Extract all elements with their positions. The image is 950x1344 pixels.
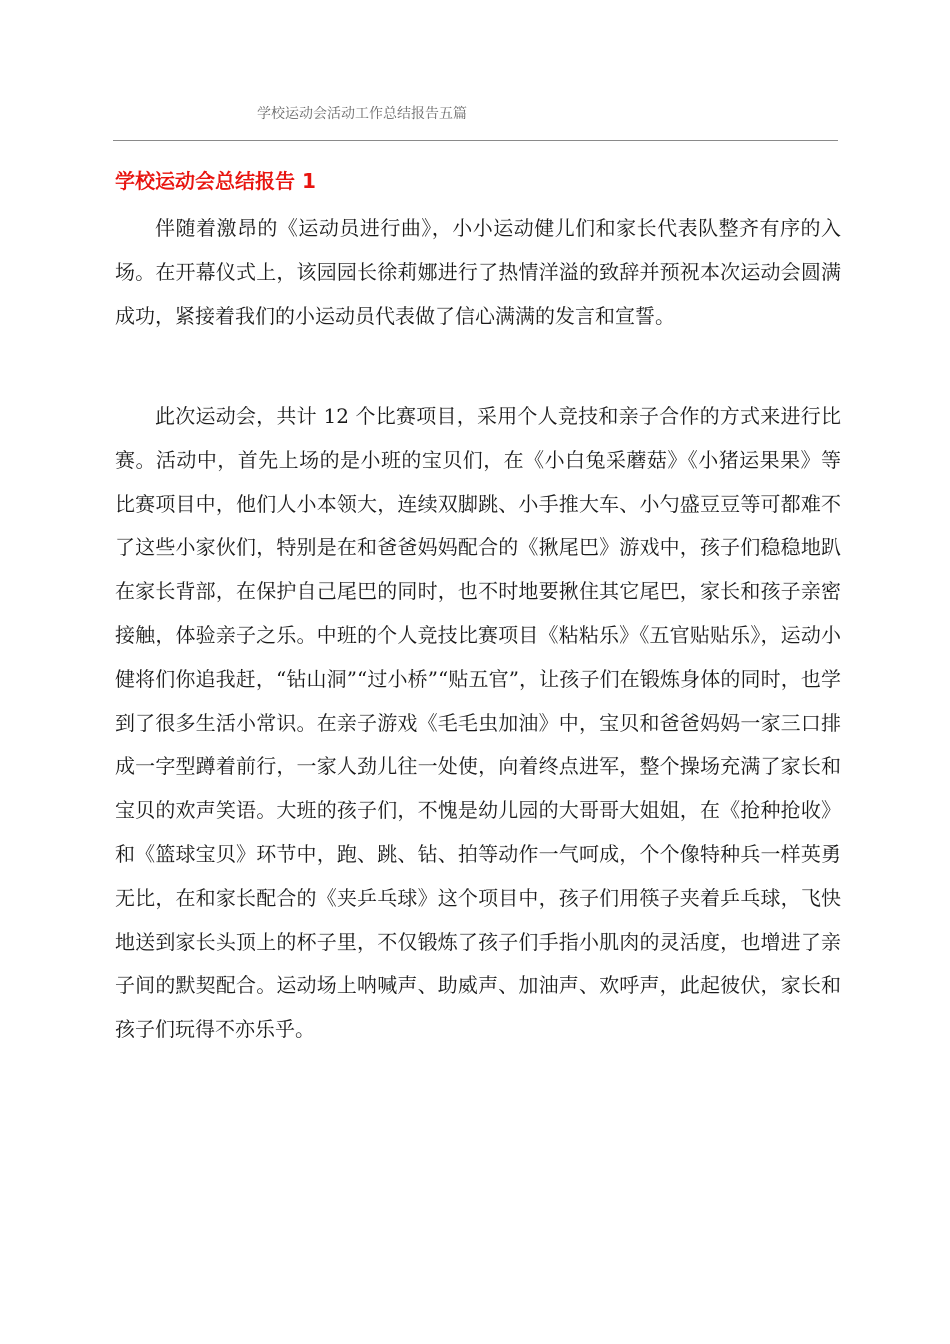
header-divider: [113, 140, 838, 141]
running-header: 学校运动会活动工作总结报告五篇: [257, 106, 467, 122]
section-title: 学校运动会总结报告 1: [115, 169, 316, 193]
body-paragraph-1: 伴随着激昂的《运动员进行曲》，小小运动健儿们和家长代表队整齐有序的入场。在开幕仪式上，该园园长徐莉娜进行了热情洋溢的致辞并预祝本次运动会圆满成功，紧接着我们的小运动员代表做了信心满满的发言和宣誓。: [115, 216, 841, 328]
body-paragraph-2: 此次运动会，共计 12 个比赛项目，采用个人竞技和亲子合作的方式来进行比赛。活动中，首先上场的是小班的宝贝们，在《小白兔采蘑菇》《小猪运果果》等比赛项目中，他们人小本领大，连续双脚跳、小手推大车、小勺盛豆豆等可都难不了这些小家伙们，特别是在和爸爸妈妈配合的《揪尾巴》游戏中，孩子们稳稳地趴在家长背部，在保护自己尾巴的同时，也不时地要揪住其它尾巴，家长和孩子亲密接触，体验亲子之乐。中班的个人竞技比赛项目《粘粘乐》《五官贴贴乐》，运动小健将们你追我赶，“钻山洞”“过小桥”“贴五官”，让孩子们在锻炼身体的同时，也学到了很多生活小常识。在亲子游戏《毛毛虫加油》中，宝贝和爸爸妈妈一家三口排成一字型蹲着前行，一家人劲儿往一处使，向着终点进军，整个操场充满了家长和宝贝的欢声笑语。大班的孩子们，不愧是幼儿园的大哥哥大姐姐，在《抢种抢收》和《篮球宝贝》环节中，跑、跳、钻、拍等动作一气呵成，个个像特种兵一样英勇无比，在和家长配合的《夹乒乓球》这个项目中，孩子们用筷子夹着乒乓球，飞快地送到家长头顶上的杯子里，不仅锻炼了孩子们手指小肌肉的灵活度，也增进了亲子间的默契配合。运动场上呐喊声、助威声、加油声、欢呼声，此起彼伏，家长和孩子们玩得不亦乐乎。: [115, 404, 841, 1042]
